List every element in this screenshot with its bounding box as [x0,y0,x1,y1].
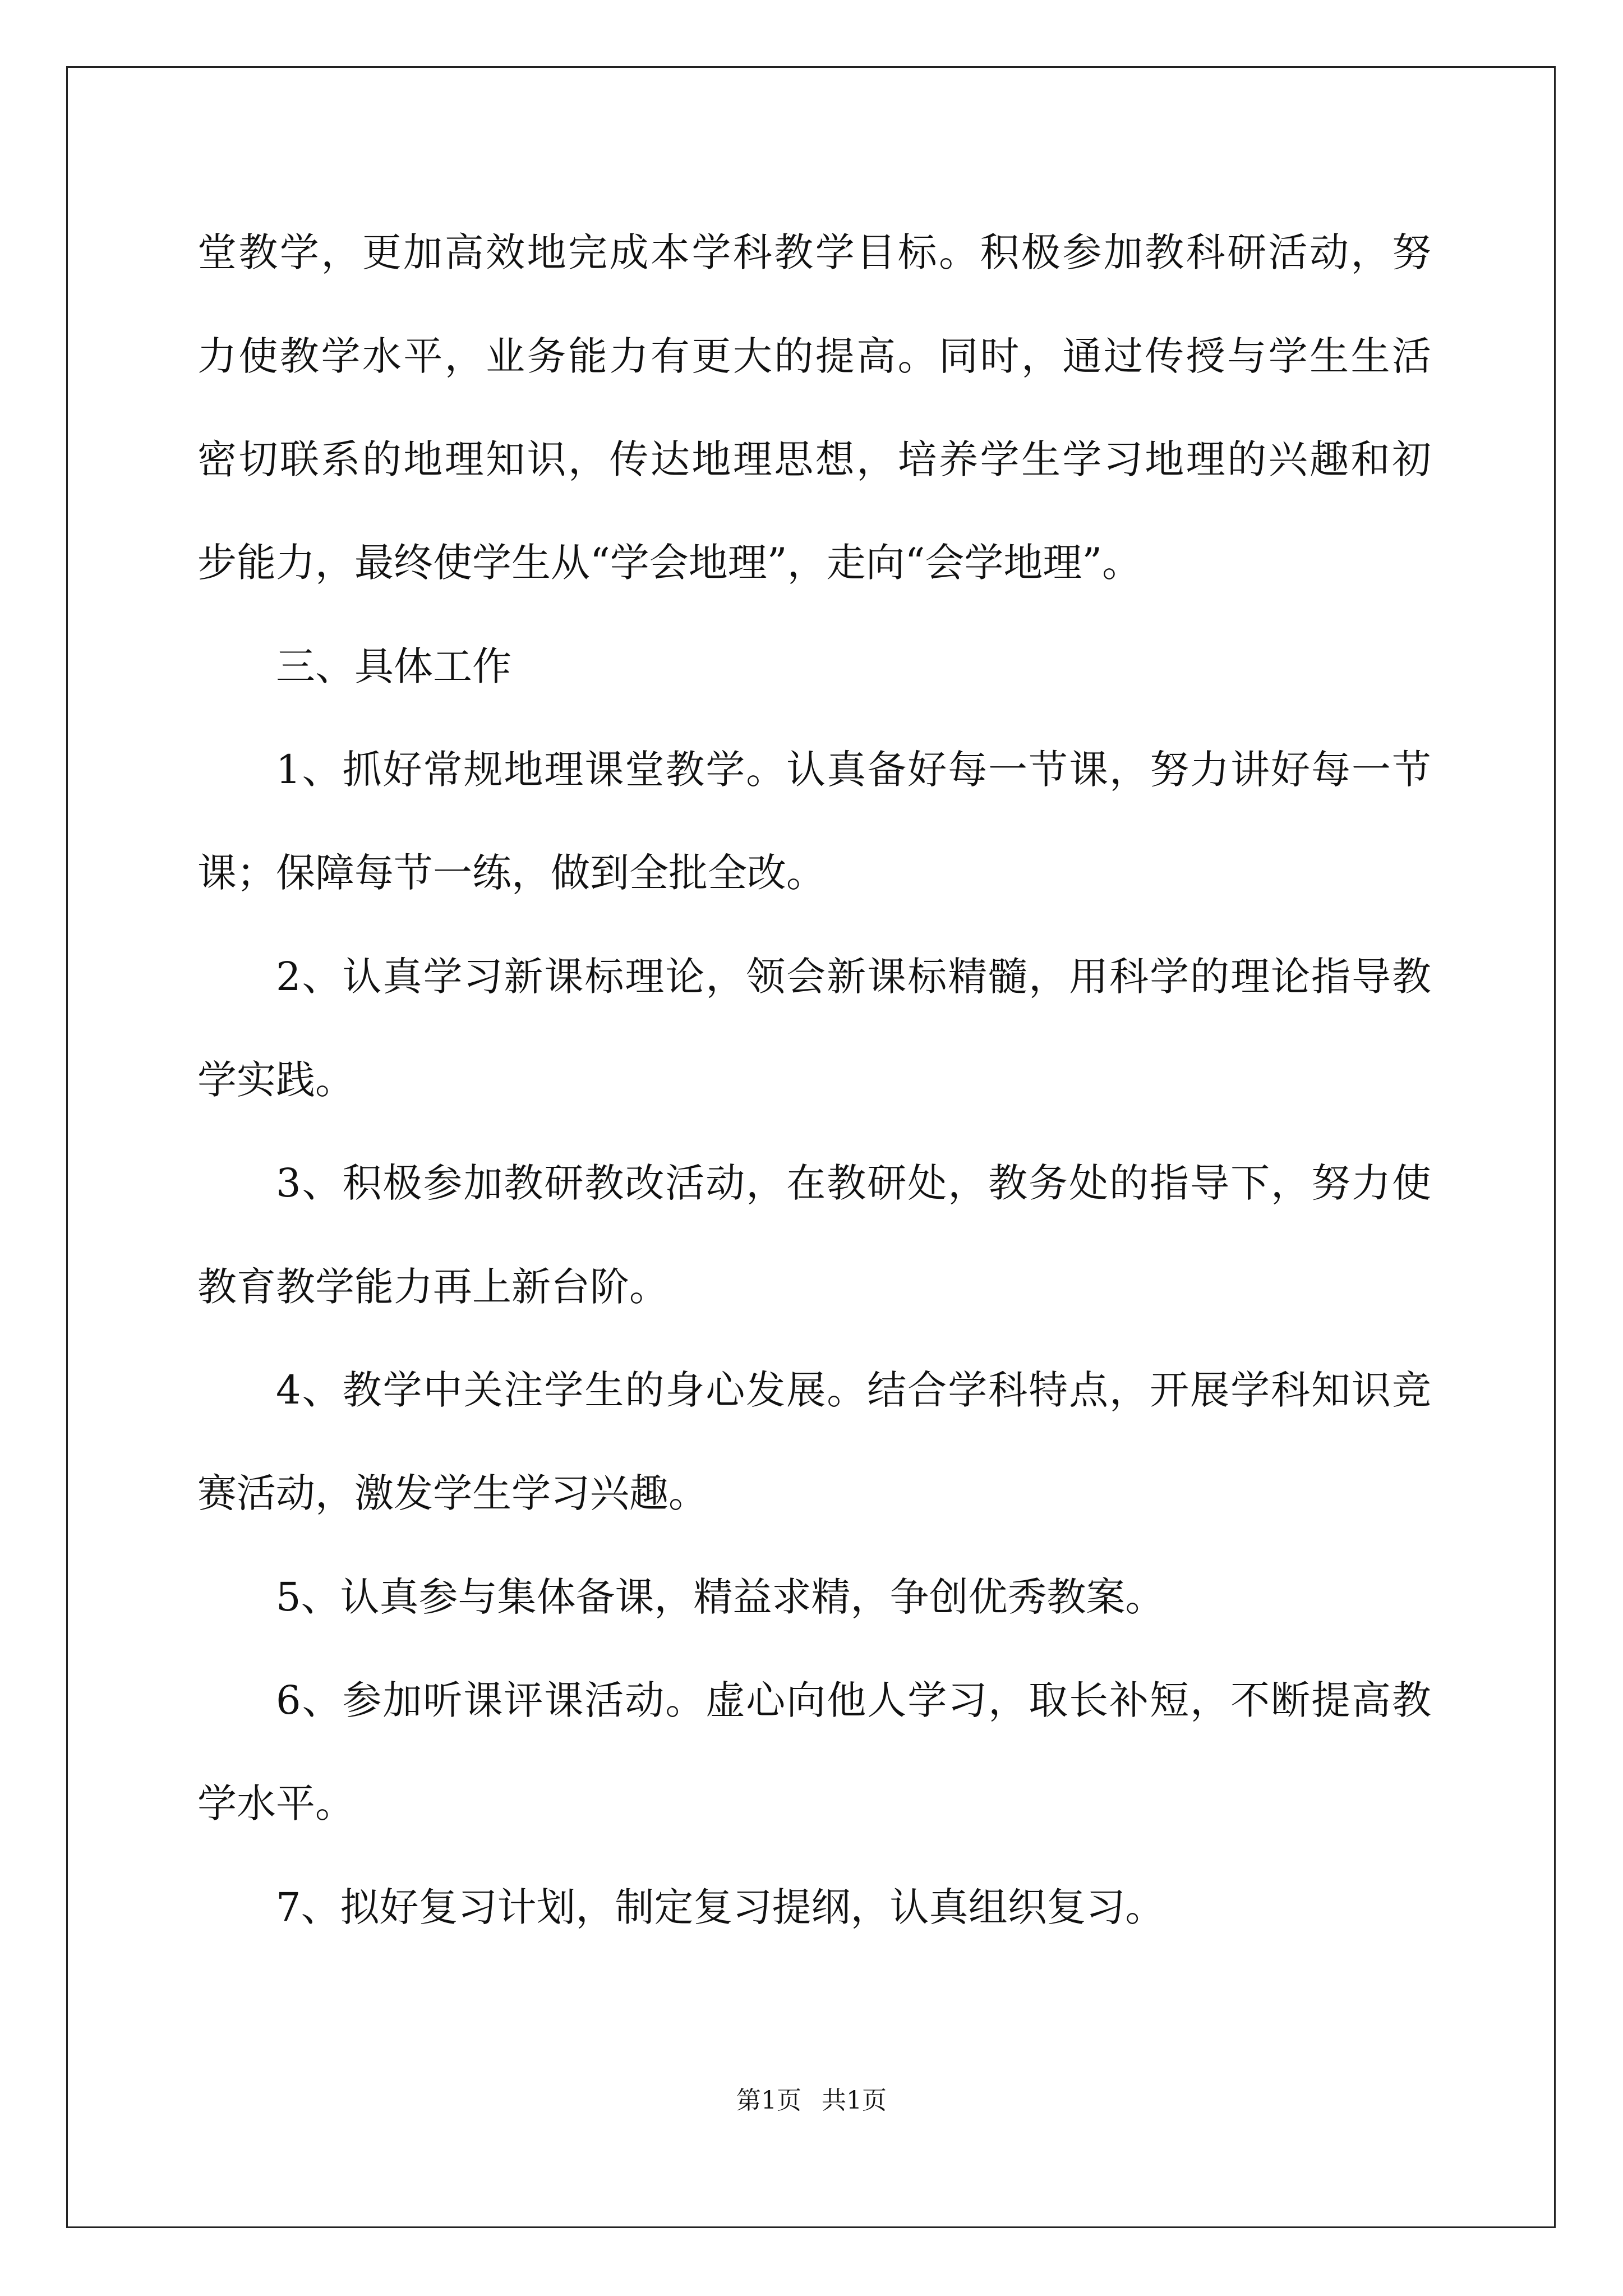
list-item-line: 1、抓好常规地理课堂教学。认真备好每一节课，努力讲好每一节 [276,747,1431,793]
list-item-line: 4、教学中关注学生的身心发展。结合学科特点，开展学科知识竞 [276,1367,1431,1413]
list-item-line: 5、认真参与集体备课，精益求精，争创优秀教案。 [276,1574,1165,1620]
list-item-line: 2、认真学习新课标理论，领会新课标精髓，用科学的理论指导教 [276,954,1431,1000]
page-footer [0,2084,1623,2118]
list-item-line: 6、参加听课评课活动。虚心向他人学习，取长补短，不断提高教 [276,1677,1431,1723]
list-item-line: 赛活动，激发学生学习兴趣。 [197,1470,708,1516]
list-item-line: 学实践。 [197,1057,354,1103]
page-number-current: 第1页 [736,2086,801,2115]
section-heading: 三、具体工作 [276,643,511,689]
list-item-line: 课；保障每节一练，做到全批全改。 [197,850,826,896]
paragraph-line: 密切联系的地理知识，传达地理思想，培养学生学习地理的兴趣和初 [197,436,1431,482]
list-item-line: 教育教学能力再上新台阶。 [197,1264,668,1310]
list-item-line: 7、拟好复习计划，制定复习提纲，认真组织复习。 [276,1884,1165,1930]
list-item-line: 学水平。 [197,1780,354,1826]
paragraph-line: 堂教学，更加高效地完成本学科教学目标。积极参加教科研活动，努 [197,229,1431,275]
list-item-line: 3、积极参加教研教改活动，在教研处，教务处的指导下，努力使 [276,1160,1431,1206]
paragraph-line: 步能力，最终使学生从“学会地理”，走向“会学地理”。 [197,540,1142,586]
paragraph-line: 力使教学水平，业务能力有更大的提高。同时，通过传授与学生生活 [197,333,1431,379]
page-number-total: 共1页 [822,2086,887,2115]
